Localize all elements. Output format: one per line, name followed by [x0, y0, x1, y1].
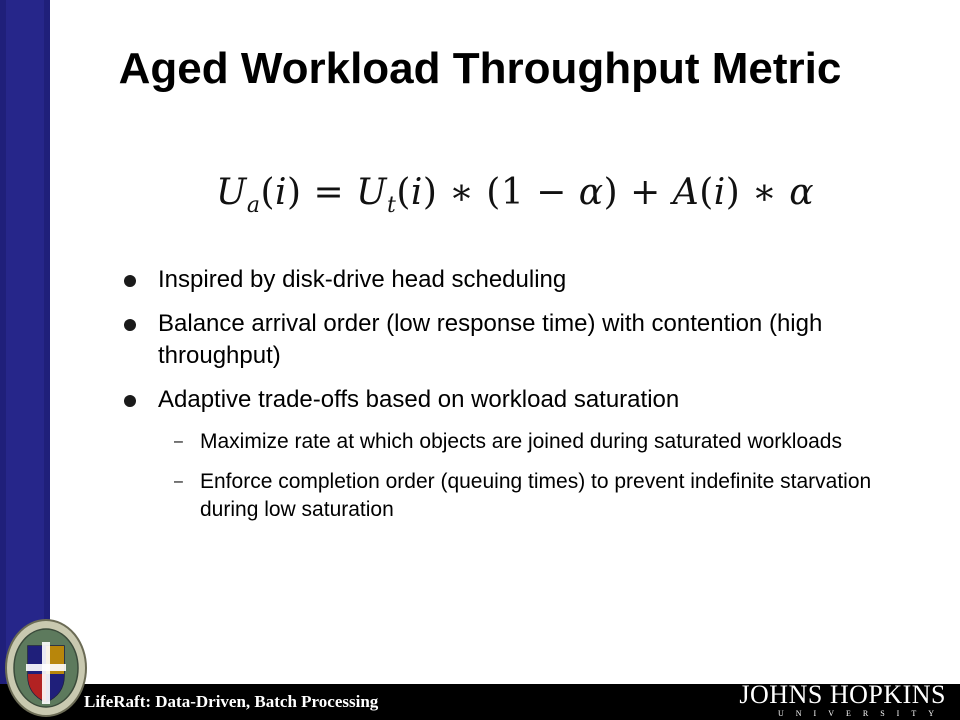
sub-bullet-text: Maximize rate at which objects are joined during saturated workloads — [200, 430, 842, 453]
bullet-item — [124, 308, 884, 372]
university-seal-icon — [4, 618, 88, 720]
bullet-item — [124, 264, 884, 296]
sub-bullet-text: Enforce completion order (queuing times) to prevent indefinite starvation during low saturation — [200, 470, 872, 521]
bullet-text: Adaptive trade-offs based on workload saturation — [158, 386, 680, 413]
bullet-item — [124, 384, 884, 416]
sub-bullet-item — [124, 468, 884, 524]
jhu-logo-subtitle: UNIVERSITY — [778, 709, 946, 718]
bullet-text: Balance arrival order (low response time) with contention (high throughput) — [158, 310, 823, 369]
left-accent-bar-inner — [6, 0, 44, 720]
footer-title: LifeRaft: Data-Driven, Batch Processing — [84, 692, 379, 711]
slide-title: Aged Workload Throughput Metric — [118, 44, 842, 93]
sub-bullet-item — [124, 428, 884, 456]
sub-bullet-dash: – — [174, 433, 183, 450]
left-accent-bar — [0, 0, 50, 720]
bullet-dot-icon — [124, 275, 136, 287]
bullet-text: Inspired by disk-drive head scheduling — [158, 266, 567, 293]
jhu-logo-name: JOHNS HOPKINS — [739, 680, 946, 709]
formula: $U_a(i) = U_t(i)$ ∗ (1 − α) + A(i) ∗ α — [216, 172, 814, 218]
sub-bullet-dash: – — [174, 473, 183, 490]
bullet-list — [124, 264, 884, 536]
footer-bar — [0, 680, 960, 720]
bullet-dot-icon — [124, 395, 136, 407]
bullet-dot-icon — [124, 319, 136, 331]
